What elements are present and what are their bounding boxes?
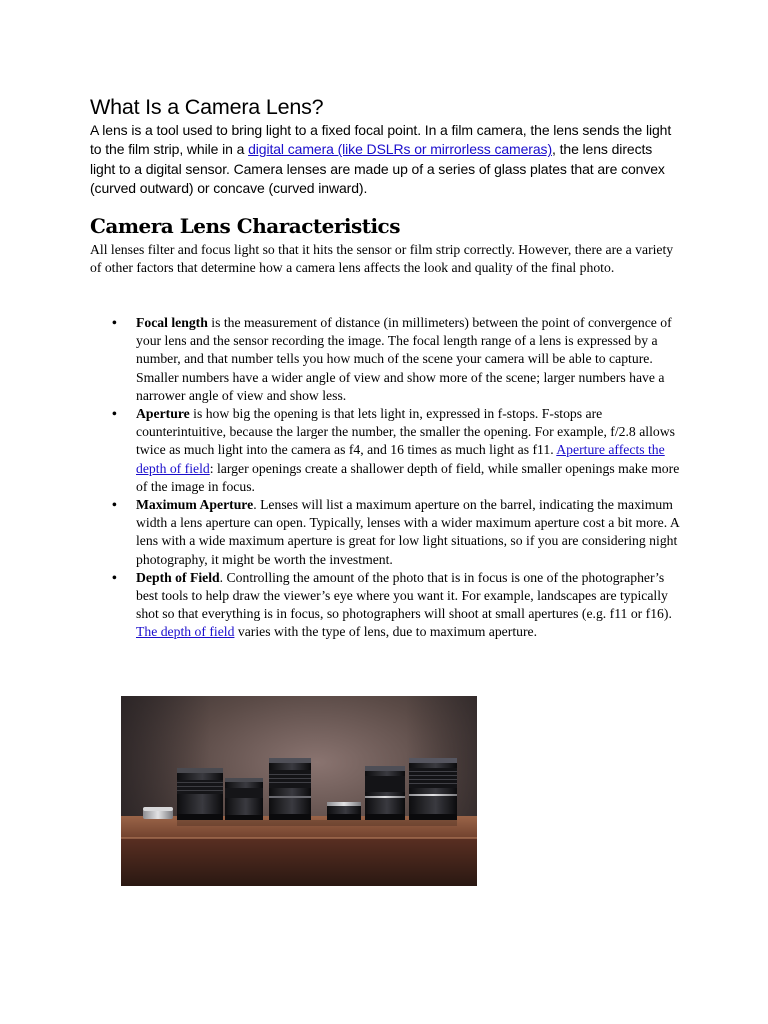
aperture-depth-of-field-link[interactable]: Aperture affects the depth of field [136, 442, 665, 476]
camera-lens-intro-paragraph [90, 121, 680, 198]
lens-5 [365, 766, 405, 820]
bullet-icon: • [112, 497, 117, 513]
bullet-icon: • [112, 569, 117, 585]
lens-cap-left [143, 807, 173, 819]
aperture-description-continued: : larger openings create a shallower depth of field, while smaller openings make more of the image in focus. [136, 460, 680, 494]
section-title-characteristics: Camera Lens Characteristics [90, 214, 400, 238]
camera-lenses-photo [121, 696, 477, 886]
lens-2 [225, 778, 263, 820]
list-item-aperture [90, 405, 680, 496]
lens-3 [269, 758, 311, 820]
maximum-aperture-description: . Lenses will list a maximum aperture on the barrel, indicating the maximum width a lens aperture can open. Typically, lenses with a wider maximum aperture cost a bit more. A lens with a wide maximum aperture is great for low light situations, so if you are considering night photography, it might be worth the investment. [136, 497, 679, 567]
depth-of-field-description-continued: varies with the type of lens, due to maximum aperture. [234, 624, 538, 640]
section-title-camera-lens: What Is a Camera Lens? [90, 95, 324, 119]
lens-1 [177, 768, 223, 820]
lens-6 [409, 758, 457, 820]
characteristics-intro-paragraph: All lenses filter and focus light so that it hits the sensor or film strip correctly. However, there are a variety of other factors that determine how a camera lens affects the look and quality of the final photo. [90, 242, 674, 276]
term-aperture: Aperture [136, 406, 190, 422]
list-item-depth-of-field [90, 569, 680, 642]
list-item-maximum-aperture [90, 496, 680, 569]
intro-text-after-link: , the lens directs light to a digital sensor. Camera lenses are made up of a series of glass plates that are convex (curved outward) or concave (curved inward). [90, 141, 665, 196]
characteristics-list [90, 314, 680, 642]
depth-of-field-link[interactable]: The depth of field [136, 624, 235, 640]
lens-4-pancake [327, 802, 361, 820]
list-item-focal-length [90, 314, 680, 405]
camera-lenses-illustration [121, 696, 477, 886]
digital-camera-link[interactable]: digital camera (like DSLRs or mirrorless cameras) [248, 141, 553, 158]
bullet-icon: • [112, 406, 117, 422]
aperture-description: is how big the opening is that lets light in, expressed in f-stops. F-stops are counterintuitive, because the larger the number, the smaller the opening. For example, f/2.8 allows twice as much light into the camera as f4, and 16 times as much light as f11. [136, 406, 675, 458]
term-depth-of-field: Depth of Field [136, 569, 220, 585]
bullet-icon: • [112, 315, 117, 330]
depth-of-field-description: . Controlling the amount of the photo that is in focus is one of the photographer’s best tools to help draw the viewer’s eye where you want it. For example, landscapes are typically shot so that everything is in focus, so photographers will shoot at small apertures (e.g. f11 or f16). [136, 569, 672, 622]
term-focal-length: Focal length [136, 315, 208, 330]
term-maximum-aperture: Maximum Aperture [136, 497, 254, 513]
intro-text-before-link: A lens is a tool used to bring light to a fixed focal point. In a film camera, the lens sends the light to the film strip, while in a [90, 122, 672, 158]
focal-length-description: is the measurement of distance (in millimeters) between the point of convergence of your lens and the sensor recording the image. The focal length range of a lens is expressed by a number, and that number tells you how much of the scene your camera will be able to capture. Smaller numbers have a wider angle of view and show more of the scene; larger numbers have a narrower angle of view and show less. [136, 315, 672, 403]
